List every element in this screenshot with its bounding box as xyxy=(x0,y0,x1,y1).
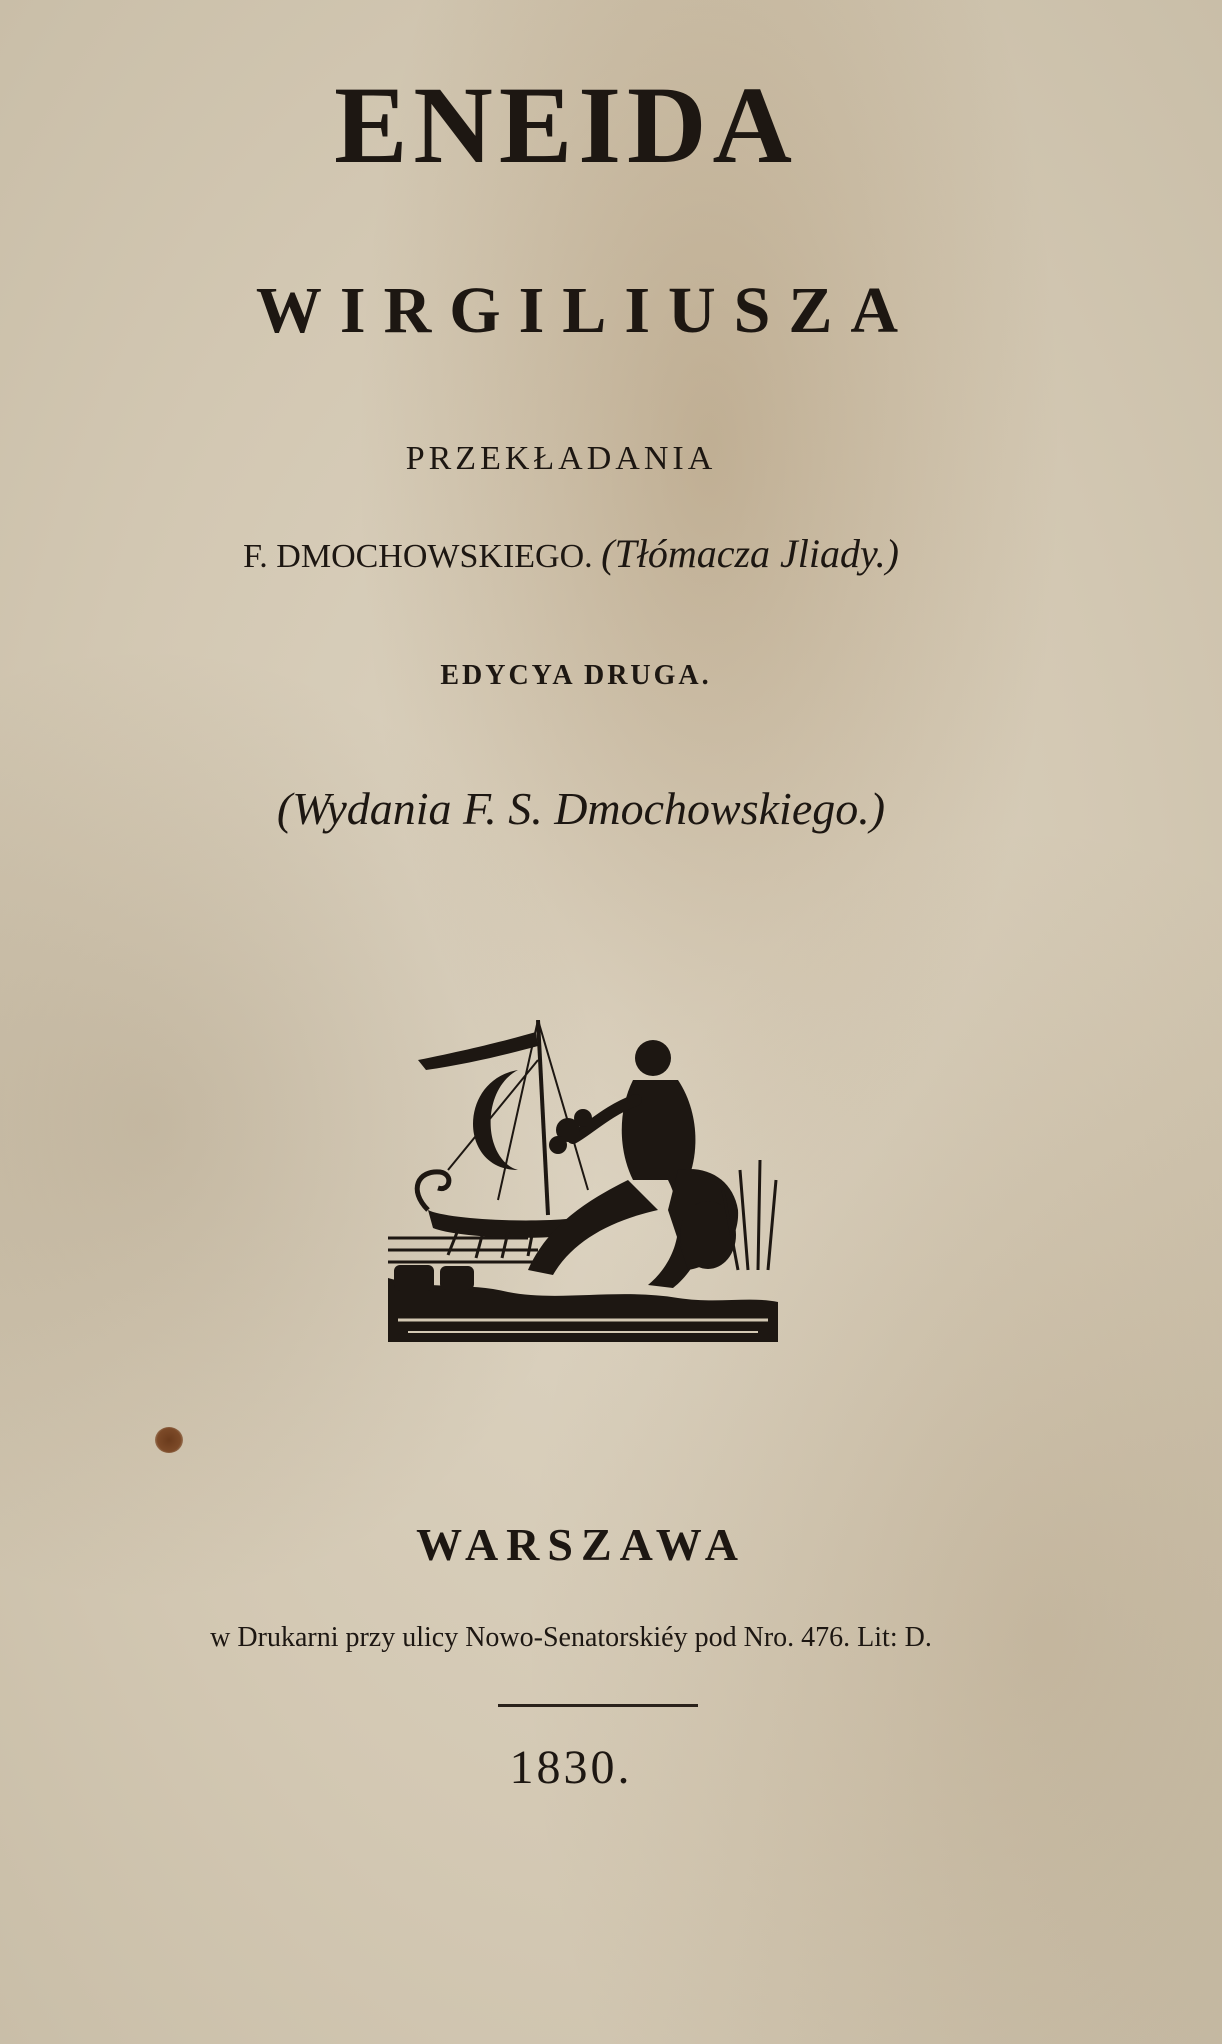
seated-figure-with-ship-vignette-icon xyxy=(388,1020,778,1342)
translated-label: PRZEKŁADANIA xyxy=(405,440,717,477)
translator-note: (Tłómacza Jliady.) xyxy=(601,531,899,576)
publication-year: 1830. xyxy=(509,1741,633,1794)
book-subtitle: WIRGILIUSZA xyxy=(255,274,917,347)
divider-rule xyxy=(498,1704,698,1707)
press-imprint: w Drukarni przy ulicy Nowo-Senatorskiéy pod Nro. 476. Lit: D. xyxy=(210,1622,932,1653)
foxing-spot xyxy=(155,1427,183,1453)
city-name: WARSZAWA xyxy=(416,1519,746,1570)
translator-name: F. DMOCHOWSKIEGO. xyxy=(243,538,593,575)
publisher-edition: (Wydania F. S. Dmochowskiego.) xyxy=(276,783,886,834)
book-title: ENEIDA xyxy=(334,64,798,186)
edition-label: EDYCYA DRUGA. xyxy=(440,660,712,691)
translator-line xyxy=(0,531,1182,576)
